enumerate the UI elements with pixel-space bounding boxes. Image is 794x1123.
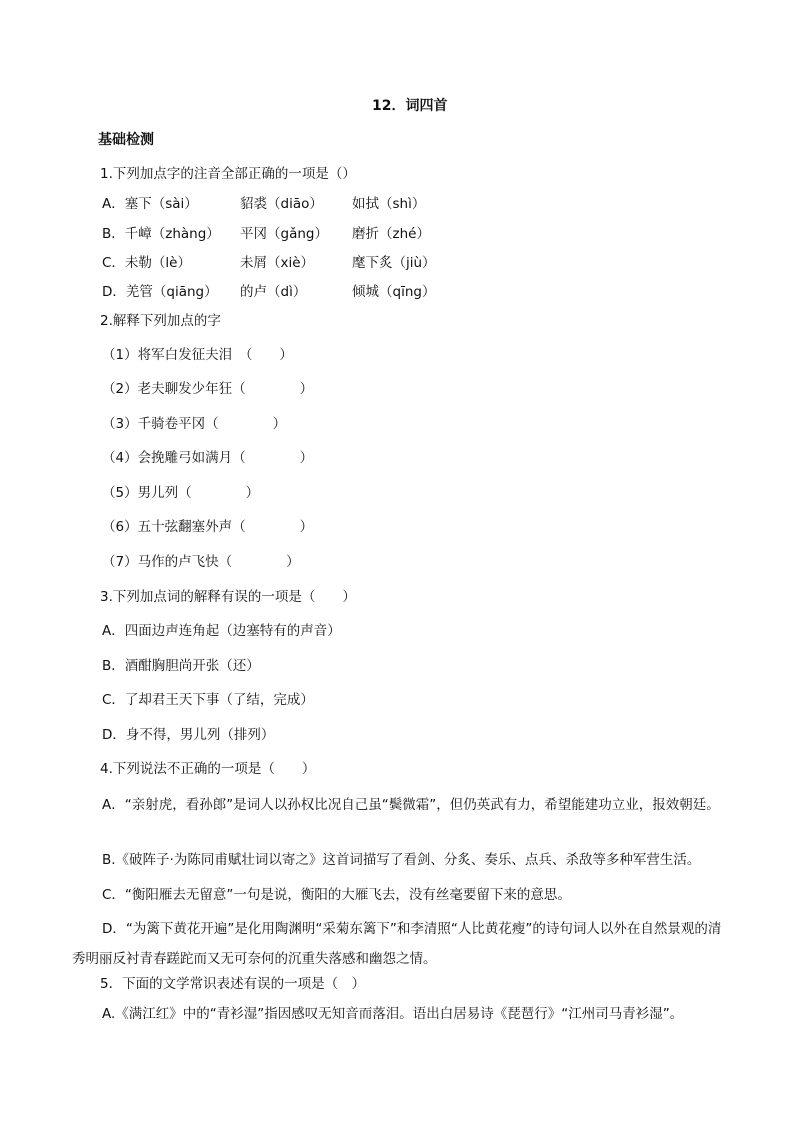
q1-option-b-word3: 磨折（zhé）: [352, 226, 430, 242]
q3-option-a: A．四面边声连角起（边塞特有的声音）: [102, 623, 341, 639]
q1-option-d: D．羌管（qiāng）: [102, 284, 218, 300]
q2-item-3: （3）千骑卷平冈（ ）: [102, 416, 287, 432]
q1-option-a: A．塞下（sài）: [102, 196, 198, 212]
q1-option-b-word2: 平冈（gǎng）: [240, 226, 328, 242]
q2-item-2: （2）老夫聊发少年狂（ ）: [102, 381, 314, 397]
q1-option-c-word3: 麾下炙（jiù）: [352, 255, 436, 271]
page-title: 12．词四首: [372, 98, 448, 114]
q2-item-6: （6）五十弦翻塞外声（ ）: [102, 519, 314, 535]
q4-option-c: C．“衡阳雁去无留意”一句是说，衡阳的大雁飞去，没有丝毫要留下来的意思。: [102, 887, 571, 903]
q4-stem: 4.下列说法不正确的一项是（ ）: [100, 761, 316, 777]
q3-option-b: B．酒酣胸胆尚开张（还）: [102, 658, 260, 674]
q2-item-7: （7）马作的卢飞快（ ）: [102, 554, 300, 570]
q2-stem: 2.解释下列加点的字: [100, 313, 221, 329]
q1-option-c-word2: 未屑（xiè）: [240, 255, 315, 271]
q4-option-a: A．“亲射虎，看孙郎”是词人以孙权比况自己虽“鬓微霜”，但仍英武有力，希望能建功立业，报效朝廷。: [102, 797, 720, 813]
q3-option-d: D．身不得，男儿列（排列）: [102, 727, 275, 743]
q1-option-a-word2: 貂裘（diāo）: [240, 196, 323, 212]
q1-option-d-word3: 倾城（qīng）: [352, 284, 436, 300]
q1-option-d-word2: 的卢（dì）: [240, 284, 307, 300]
q4-option-b: B.《破阵子·为陈同甫赋壮词以寄之》这首词描写了看剑、分炙、奏乐、点兵、杀敌等多种军营生活。: [102, 852, 701, 868]
q5-stem: 5．下面的文学常识表述有误的一项是（ ）: [100, 976, 366, 992]
section-heading: 基础检测: [98, 132, 154, 148]
q3-stem: 3.下列加点词的解释有误的一项是（ ）: [100, 589, 356, 605]
q1-option-b: B．千嶂（zhàng）: [102, 226, 220, 242]
q3-option-c: C．了却君王天下事（了结，完成）: [102, 692, 314, 708]
q1-option-a-word3: 如拭（shì）: [352, 196, 426, 212]
q5-option-a: A.《满江红》中的“青衫湿”指因感叹无知音而落泪。语出白居易诗《琵琶行》“江州司马青衫湿”。: [102, 1006, 684, 1022]
q2-item-5: （5）男儿列（ ）: [102, 485, 260, 501]
q1-option-c: C．未勒（lè）: [102, 255, 191, 271]
q2-item-4: （4）会挽雕弓如满月（ ）: [102, 450, 314, 466]
q1-stem: 1.下列加点字的注音全部正确的一项是（）: [100, 166, 356, 182]
q4-option-d: D．“为篱下黄花开遍”是化用陶渊明“采菊东篱下”和李清照“人比黄花瘦”的诗句词人以外在自然景观的清秀明丽反衬青春蹉跎而又无可奈何的沉重失落感和幽怨之情。: [72, 921, 722, 967]
q2-item-1: （1）将军白发征夫泪 （ ）: [102, 347, 293, 363]
